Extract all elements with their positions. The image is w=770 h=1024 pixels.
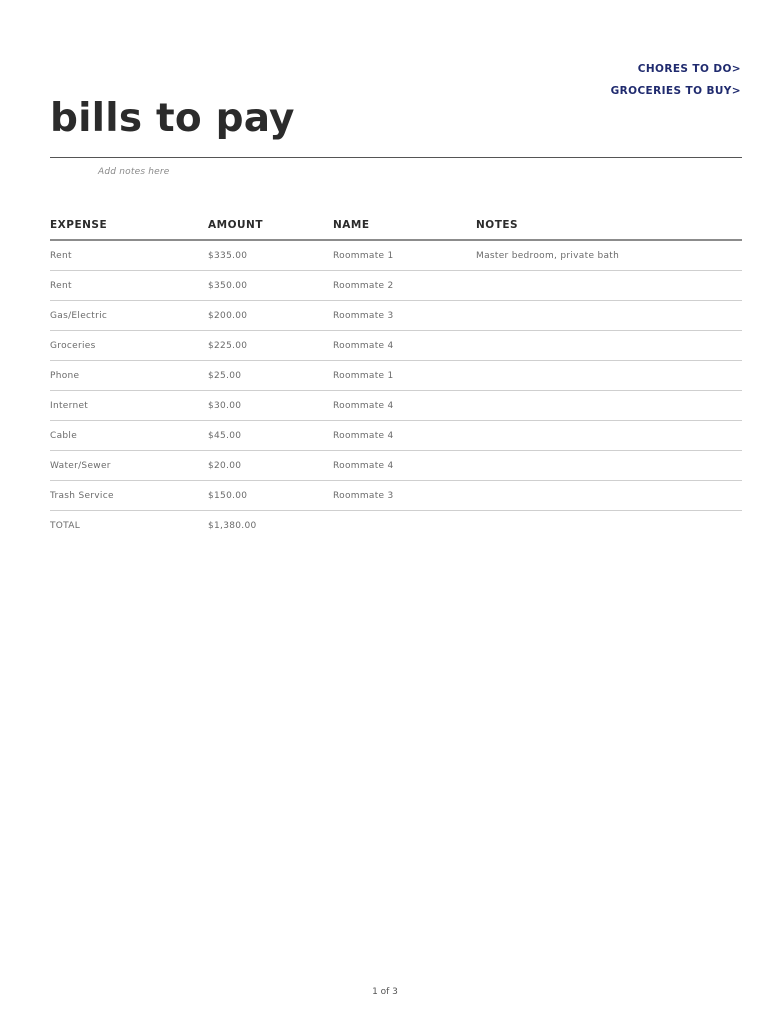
amount-cell[interactable]: $25.00 [208,361,333,391]
total-label: TOTAL [50,520,81,531]
notes-cell[interactable] [476,361,742,391]
page-number: 1 of 3 [372,987,398,997]
amount-cell[interactable]: $150.00 [208,481,333,511]
total-name-cell [333,511,476,541]
expense-cell[interactable]: Gas/Electric [50,301,208,331]
sheet-navigation [611,58,741,102]
title-divider [50,157,742,158]
table-row [50,271,742,301]
amount-cell[interactable]: $45.00 [208,421,333,451]
notes-cell[interactable] [476,391,742,421]
name-cell[interactable]: Roommate 4 [333,331,476,361]
name-cell[interactable]: Roommate 4 [333,421,476,451]
notes-cell[interactable] [476,451,742,481]
table-header-row [50,210,742,240]
header-name: NAME [333,210,476,240]
table-row [50,361,742,391]
groceries-link[interactable]: GROCERIES TO BUY> [610,85,741,97]
name-cell[interactable]: Roommate 1 [333,361,476,391]
header-notes: NOTES [476,210,742,240]
amount-cell[interactable]: $225.00 [208,331,333,361]
total-amount: $1,380.00 [208,520,257,531]
notes-cell[interactable] [476,421,742,451]
notes-cell[interactable]: Master bedroom, private bath [476,240,742,271]
notes-field[interactable]: Add notes here [98,167,170,177]
page-title: bills to pay [50,96,295,141]
amount-cell[interactable]: $30.00 [208,391,333,421]
name-cell[interactable]: Roommate 2 [333,271,476,301]
header-amount: AMOUNT [208,210,333,240]
table-row [50,301,742,331]
table-row [50,421,742,451]
total-row [50,511,742,541]
notes-cell[interactable] [476,331,742,361]
expense-cell[interactable]: Water/Sewer [50,451,208,481]
expense-cell[interactable]: Trash Service [50,481,208,511]
amount-cell[interactable]: $200.00 [208,301,333,331]
name-cell[interactable]: Roommate 3 [333,301,476,331]
amount-cell[interactable]: $20.00 [208,451,333,481]
header-expense: EXPENSE [50,210,208,240]
notes-cell[interactable] [476,301,742,331]
expense-cell[interactable]: Rent [50,271,208,301]
notes-cell[interactable] [476,271,742,301]
table-row [50,451,742,481]
name-cell[interactable]: Roommate 3 [333,481,476,511]
notes-cell[interactable] [476,481,742,511]
name-cell[interactable]: Roommate 1 [333,240,476,271]
expense-cell[interactable]: Phone [50,361,208,391]
name-cell[interactable]: Roommate 4 [333,391,476,421]
total-notes-cell [476,511,742,541]
table-row [50,331,742,361]
table-row [50,391,742,421]
expense-cell[interactable]: Internet [50,391,208,421]
name-cell[interactable]: Roommate 4 [333,451,476,481]
table-row [50,240,742,271]
expense-cell[interactable]: Rent [50,240,208,271]
table-row [50,481,742,511]
chores-link[interactable]: CHORES TO DO> [637,63,741,75]
bills-table [50,210,742,540]
amount-cell[interactable]: $335.00 [208,240,333,271]
amount-cell[interactable]: $350.00 [208,271,333,301]
expense-cell[interactable]: Groceries [50,331,208,361]
expense-cell[interactable]: Cable [50,421,208,451]
